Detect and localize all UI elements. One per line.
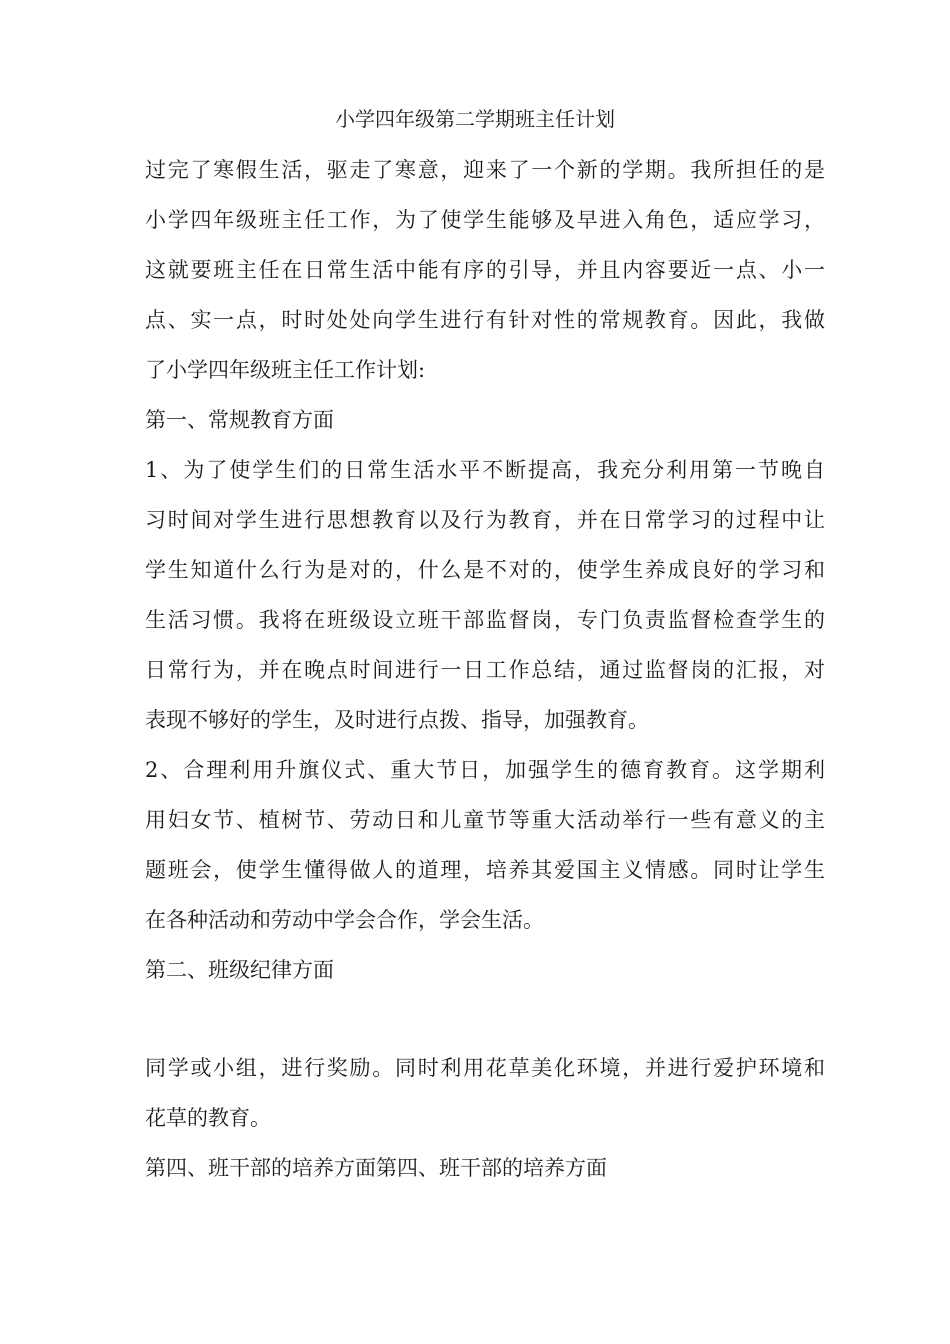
section-heading: 第二、班级纪律方面	[145, 958, 334, 982]
paragraph-line: 生活习惯。我将在班级设立班干部监督岗，专门负责监督检查学生的	[145, 608, 825, 632]
section-heading: 第四、班干部的培养方面第四、班干部的培养方面	[145, 1156, 607, 1180]
paragraph-line: 这就要班主任在日常生活中能有序的引导，并且内容要近一点、小一	[145, 258, 825, 282]
paragraph-line: 学生知道什么行为是对的，什么是不对的，使学生养成良好的学习和	[145, 558, 825, 582]
paragraph-line: 过完了寒假生活，驱走了寒意，迎来了一个新的学期。我所担任的是	[145, 158, 825, 182]
paragraph-line: 题班会，使学生懂得做人的道理，培养其爱国主义情感。同时让学生	[145, 858, 825, 882]
paragraph-line: 用妇女节、植树节、劳动日和儿童节等重大活动举行一些有意义的主	[145, 808, 825, 832]
paragraph-line: 习时间对学生进行思想教育以及行为教育，并在日常学习的过程中让	[145, 508, 825, 532]
paragraph-line: 在各种活动和劳动中学会合作，学会生活。	[145, 908, 544, 932]
paragraph-line: 1、为了使学生们的日常生活水平不断提高，我充分利用第一节晚自	[145, 458, 825, 482]
section-heading: 第一、常规教育方面	[145, 408, 334, 432]
document-title: 小学四年级第二学期班主任计划	[335, 107, 615, 131]
paragraph-line: 2、合理利用升旗仪式、重大节日，加强学生的德育教育。这学期利	[145, 758, 825, 782]
paragraph-line: 表现不够好的学生，及时进行点拨、指导，加强教育。	[145, 708, 649, 732]
paragraph-line: 点、实一点，时时处处向学生进行有针对性的常规教育。因此，我做	[145, 308, 825, 332]
paragraph-line: 同学或小组，进行奖励。同时利用花草美化环境，并进行爱护环境和	[145, 1056, 825, 1080]
paragraph-line: 花草的教育。	[145, 1106, 271, 1130]
paragraph-line: 日常行为，并在晚点时间进行一日工作总结，通过监督岗的汇报，对	[145, 658, 825, 682]
paragraph-line: 了小学四年级班主任工作计划:	[145, 358, 426, 382]
paragraph-line: 小学四年级班主任工作，为了使学生能够及早进入角色，适应学习，	[145, 208, 825, 232]
